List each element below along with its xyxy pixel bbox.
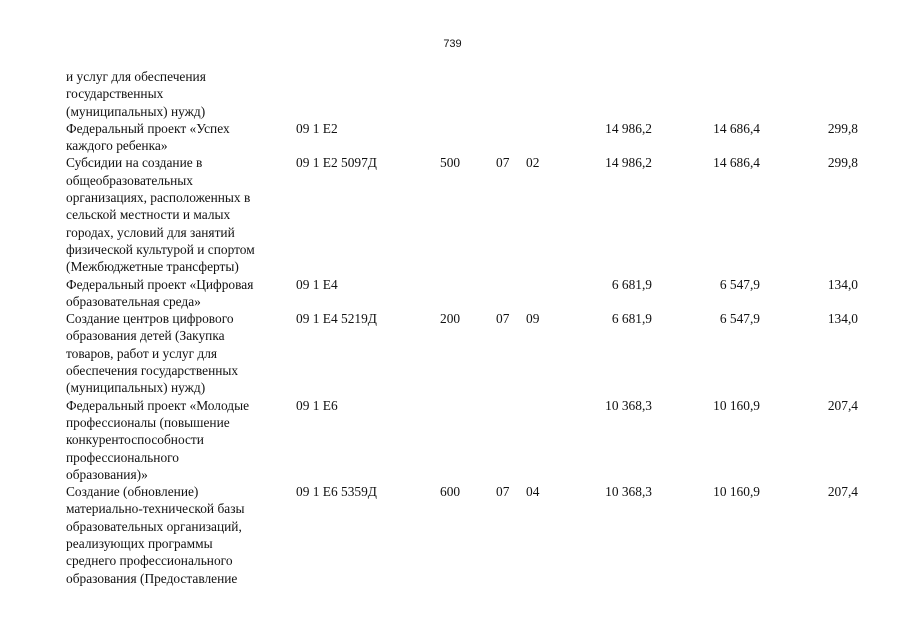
row-name: Субсидии на создание в общеобразовательных организациях, расположенных в сельской местности и малых городах, условий для занятий физической культурой и спортом (Межбюджетные трансферты) [66, 155, 255, 275]
row-value-3: 207,4 [827, 397, 858, 413]
row-name: Создание центров цифрового образования детей (Закупка товаров, работ и услуг для обеспечения государственных (муниципальных) нужд) [66, 311, 239, 396]
row-name: Федеральный проект «Цифровая образовательная среда» [66, 276, 254, 309]
page-number: 739 [443, 38, 462, 50]
table-row [66, 397, 866, 483]
table-row [66, 68, 866, 120]
row-section: 07 [496, 484, 510, 500]
row-value-2: 14 686,4 [713, 120, 760, 136]
row-value-2: 6 547,9 [719, 276, 760, 292]
row-value-2: 14 686,4 [713, 155, 760, 171]
row-code: 09 1 Е4 5219Д [296, 311, 377, 327]
row-section: 07 [496, 155, 510, 171]
row-value-3: 207,4 [827, 484, 858, 500]
table-row [66, 310, 866, 396]
table-row [66, 276, 866, 311]
table-row [66, 154, 866, 275]
row-name: Федеральный проект «Успех каждого ребенка» [66, 120, 230, 154]
row-section: 07 [496, 311, 510, 327]
row-value-3: 299,8 [827, 120, 858, 136]
row-value-3: 134,0 [827, 311, 858, 327]
row-code: 09 1 Е6 [296, 397, 338, 413]
table-row [66, 483, 866, 587]
row-subsection: 04 [526, 484, 540, 500]
table-row [66, 120, 866, 155]
row-value-1: 14 986,2 [605, 120, 652, 136]
row-value-2: 10 160,9 [713, 397, 760, 413]
row-value-2: 10 160,9 [713, 484, 760, 500]
row-value-2: 6 547,9 [719, 311, 760, 327]
row-name: Создание (обновление) материально-технической базы образовательных организаций, реализующих программы среднего профессионального образования (Предоставление [66, 484, 245, 586]
row-value-1: 10 368,3 [605, 397, 652, 413]
row-name: и услуг для обеспечения государственных (муниципальных) нужд) [66, 69, 206, 119]
row-expense-type: 200 [440, 311, 461, 327]
row-value-1: 6 681,9 [611, 276, 652, 292]
budget-table [66, 68, 866, 587]
row-code: 09 1 Е4 [296, 276, 338, 292]
row-value-3: 134,0 [827, 276, 858, 292]
row-value-1: 6 681,9 [611, 311, 652, 327]
row-subsection: 02 [526, 155, 540, 171]
row-code: 09 1 Е2 5097Д [296, 155, 377, 171]
row-expense-type: 600 [440, 484, 461, 500]
row-value-1: 10 368,3 [605, 484, 652, 500]
row-code: 09 1 Е2 [296, 120, 338, 136]
row-expense-type: 500 [440, 155, 461, 171]
row-value-3: 299,8 [827, 155, 858, 171]
row-name: Федеральный проект «Молодые профессионалы (повышение конкурентоспособности профессионального образования)» [66, 397, 250, 482]
row-code: 09 1 Е6 5359Д [296, 484, 377, 500]
row-subsection: 09 [526, 311, 540, 327]
row-value-1: 14 986,2 [605, 155, 652, 171]
